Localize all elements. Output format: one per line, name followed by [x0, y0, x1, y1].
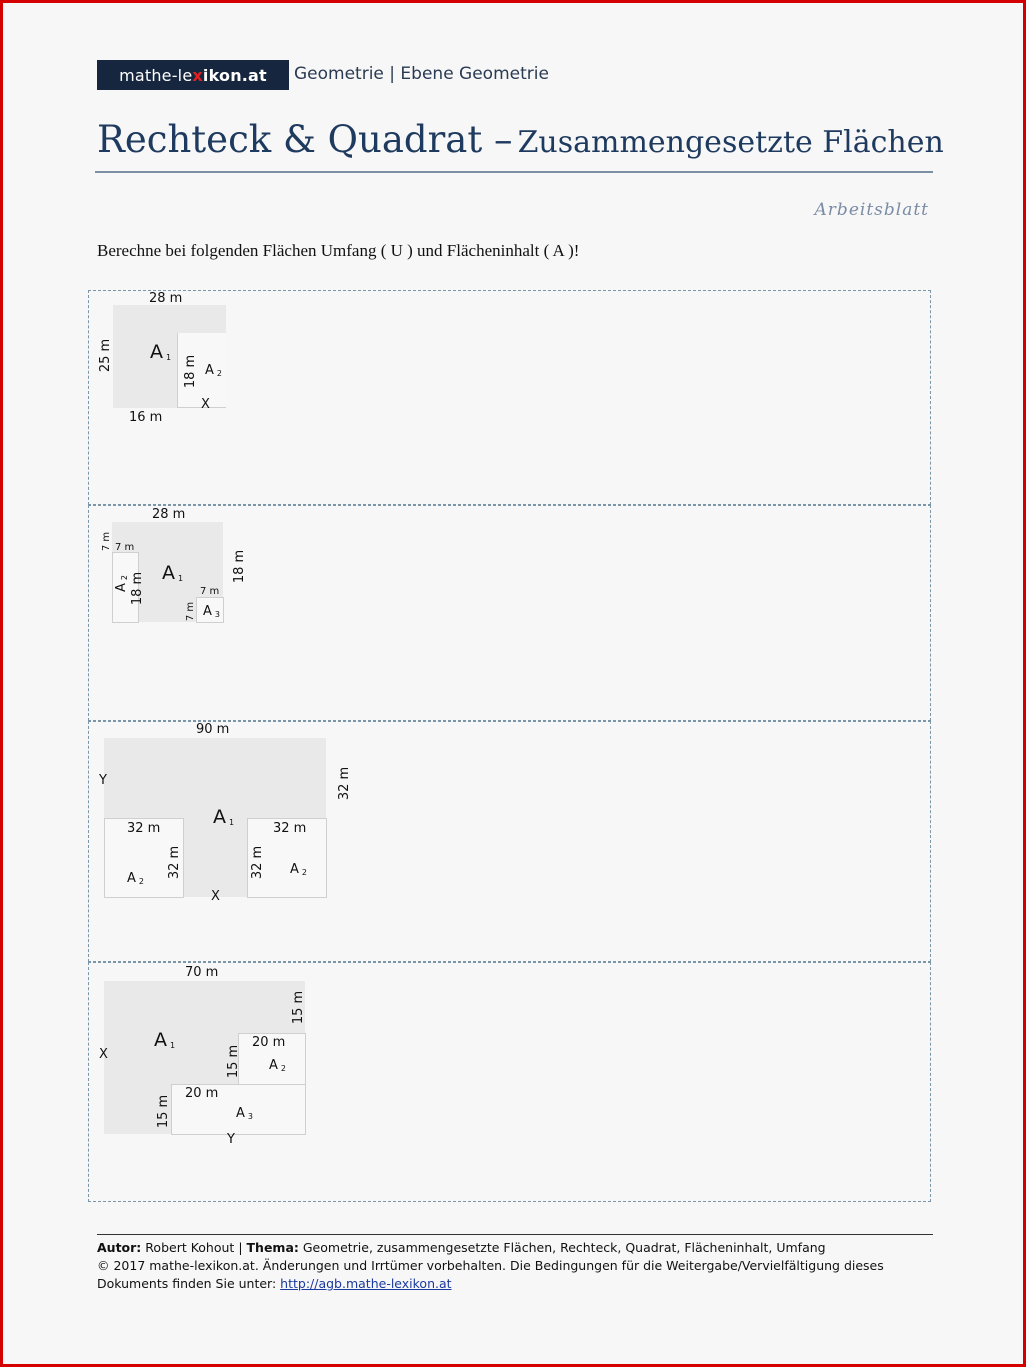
- theme-text: Geometrie, zusammengesetzte Flächen, Rechteck, Quadrat, Flächeninhalt, Umfang: [302, 1240, 826, 1255]
- label-x: X: [201, 397, 210, 412]
- label-a3-width: 20 m: [185, 1086, 219, 1101]
- title-divider: [95, 171, 933, 173]
- area-label-a2-right: A $_2$: [290, 862, 307, 877]
- label-a3-height: 15 m: [156, 1094, 172, 1129]
- footer-divider: [97, 1234, 933, 1235]
- area-label-a1: A $_1$: [213, 806, 235, 828]
- label-left-small: 7 m: [101, 531, 113, 552]
- label-left-inner: 18 m: [130, 571, 146, 606]
- brand-post: ikon.at: [202, 65, 267, 85]
- brand-pre: mathe-le: [119, 65, 193, 85]
- area-label-a1: A $_1$: [150, 341, 172, 363]
- brand-logo[interactable]: [97, 60, 289, 90]
- footer-separator: |: [238, 1240, 243, 1255]
- footer: [97, 1239, 933, 1293]
- author-label: Autor:: [97, 1240, 142, 1255]
- label-left-height: 32 m: [167, 845, 183, 880]
- label-left-top: 7 m: [115, 542, 135, 553]
- document-type: Arbeitsblatt: [814, 200, 929, 220]
- label-a2-height: 15 m: [226, 1044, 242, 1079]
- label-top: 70 m: [185, 965, 219, 980]
- label-bottom: 16 m: [129, 410, 163, 425]
- label-top: 90 m: [196, 722, 230, 737]
- area-label-a2: $A_2$: [114, 575, 129, 592]
- area-label-a3: A $_3$: [236, 1106, 253, 1121]
- label-x: X: [99, 1047, 108, 1062]
- label-y: Y: [227, 1132, 235, 1147]
- task-box-2: [88, 505, 931, 721]
- brand-x: x: [192, 65, 203, 85]
- label-top: 28 m: [152, 507, 186, 522]
- area-label-a1: A $_1$: [162, 562, 184, 584]
- label-right: 18 m: [232, 549, 248, 584]
- task-box-1: [88, 290, 931, 505]
- copyright-text: © 2017 mathe-lexikon.at. Änderungen und Irrtümer vorbehalten. Die Bedingungen für die Weitergabe/Vervielfältigung dieses Dokuments finden Sie unter:: [97, 1258, 884, 1291]
- agb-link[interactable]: http://agb.mathe-lexikon.at: [280, 1276, 452, 1291]
- area-label-a2: A $_2$: [205, 363, 222, 378]
- page-title: [97, 118, 944, 161]
- label-right-width: 32 m: [273, 821, 307, 836]
- label-br-top: 7 m: [200, 586, 220, 597]
- label-right: 15 m: [291, 990, 307, 1025]
- area-label-a2-left: A $_2$: [127, 871, 144, 886]
- breadcrumb: Geometrie | Ebene Geometrie: [294, 64, 549, 84]
- label-inner: 18 m: [183, 354, 199, 389]
- author-name: Robert Kohout: [145, 1240, 235, 1255]
- title-sub: Zusammengesetzte Flächen: [517, 125, 944, 160]
- instruction-text: Berechne bei folgenden Flächen Umfang ( U ) und Flächeninhalt ( A )!: [97, 241, 580, 260]
- label-a2-width: 20 m: [252, 1035, 286, 1050]
- label-right: 32 m: [337, 766, 353, 801]
- theme-label: Thema:: [246, 1240, 299, 1255]
- label-left-width: 32 m: [127, 821, 161, 836]
- label-left: 25 m: [98, 338, 114, 373]
- label-right-height: 32 m: [250, 845, 266, 880]
- label-top: 28 m: [149, 291, 183, 306]
- label-x: X: [211, 889, 220, 904]
- task-box-3: [88, 721, 931, 962]
- task-box-4: [88, 962, 931, 1202]
- label-y: Y: [99, 773, 107, 788]
- area-label-a2: A $_2$: [269, 1058, 286, 1073]
- area-label-a3: A $_3$: [203, 604, 220, 619]
- title-main: Rechteck & Quadrat –: [97, 118, 513, 161]
- label-br-left: 7 m: [185, 601, 197, 622]
- area-label-a1: A $_1$: [154, 1029, 176, 1051]
